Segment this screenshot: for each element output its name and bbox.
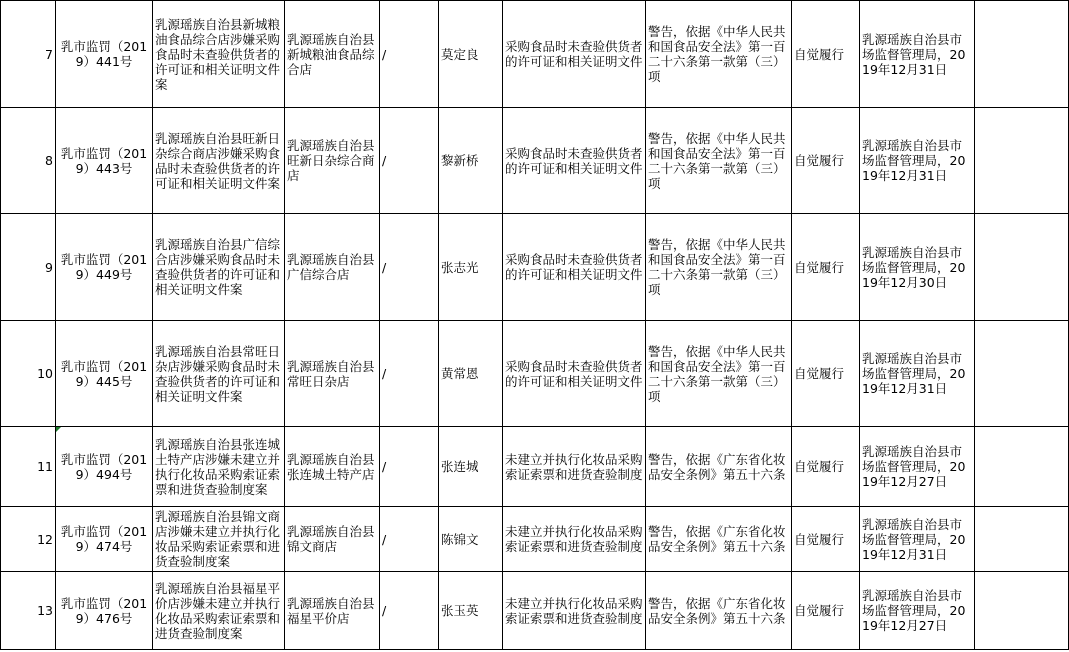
cell-method[interactable]: 自觉履行 xyxy=(792,214,860,321)
table-row xyxy=(1,1,1069,108)
table-row xyxy=(1,427,1069,507)
cell-no[interactable]: 7 xyxy=(1,1,56,108)
cell-person[interactable]: 黄常恩 xyxy=(439,321,503,427)
cell-penalty[interactable]: 警告，依据《广东省化妆品安全条例》第五十六条 xyxy=(646,572,792,650)
cell-doc[interactable]: 乳市监罚（2019）474号 xyxy=(56,507,153,572)
cell-method[interactable]: 自觉履行 xyxy=(792,427,860,507)
cell-penalty[interactable]: 警告，依据《中华人民共和国食品安全法》第一百二十六条第一款第（三）项 xyxy=(646,1,792,108)
cell-case[interactable]: 乳源瑶族自治县锦文商店涉嫌未建立并执行化妆品采购索证索票和进货查验制度案 xyxy=(153,507,285,572)
cell-code[interactable]: / xyxy=(380,427,439,507)
cell-no[interactable]: 9 xyxy=(1,214,56,321)
cell-authority[interactable]: 乳源瑶族自治县市场监督管理局，2019年12月31日 xyxy=(860,1,975,108)
cell-party[interactable]: 乳源瑶族自治县福星平价店 xyxy=(285,572,380,650)
cell-doc[interactable]: 乳市监罚（2019）494号 xyxy=(56,427,153,507)
cell-no[interactable]: 13 xyxy=(1,572,56,650)
cell-penalty[interactable]: 警告，依据《中华人民共和国食品安全法》第一百二十六条第一款第（三）项 xyxy=(646,108,792,214)
cell-violation[interactable]: 未建立并执行化妆品采购索证索票和进货查验制度 xyxy=(503,507,646,572)
cell-empty[interactable] xyxy=(975,214,1069,321)
cell-person[interactable]: 黎新桥 xyxy=(439,108,503,214)
cell-no[interactable]: 8 xyxy=(1,108,56,214)
cell-person[interactable]: 陈锦文 xyxy=(439,507,503,572)
cell-penalty[interactable]: 警告，依据《广东省化妆品安全条例》第五十六条 xyxy=(646,427,792,507)
cell-party[interactable]: 乳源瑶族自治县旺新日杂综合商店 xyxy=(285,108,380,214)
cell-party[interactable]: 乳源瑶族自治县广信综合店 xyxy=(285,214,380,321)
cell-party[interactable]: 乳源瑶族自治县锦文商店 xyxy=(285,507,380,572)
cell-code[interactable]: / xyxy=(380,214,439,321)
table-row xyxy=(1,507,1069,572)
cell-empty[interactable] xyxy=(975,572,1069,650)
cell-authority[interactable]: 乳源瑶族自治县市场监督管理局，2019年12月31日 xyxy=(860,108,975,214)
cell-code[interactable]: / xyxy=(380,1,439,108)
cell-method[interactable]: 自觉履行 xyxy=(792,572,860,650)
cell-authority[interactable]: 乳源瑶族自治县市场监督管理局，2019年12月31日 xyxy=(860,321,975,427)
cell-doc[interactable]: 乳市监罚（2019）476号 xyxy=(56,572,153,650)
cell-doc[interactable]: 乳市监罚（2019）443号 xyxy=(56,108,153,214)
cell-case[interactable]: 乳源瑶族自治县旺新日杂综合商店涉嫌采购食品时未查验供货者的许可证和相关证明文件案 xyxy=(153,108,285,214)
cell-case[interactable]: 乳源瑶族自治县广信综合店涉嫌采购食品时未查验供货者的许可证和相关证明文件案 xyxy=(153,214,285,321)
cell-no[interactable]: 12 xyxy=(1,507,56,572)
cell-violation[interactable]: 采购食品时未查验供货者的许可证和相关证明文件 xyxy=(503,108,646,214)
table-row xyxy=(1,214,1069,321)
cell-no[interactable]: 11 xyxy=(1,427,56,507)
cell-authority[interactable]: 乳源瑶族自治县市场监督管理局，2019年12月27日 xyxy=(860,427,975,507)
cell-authority[interactable]: 乳源瑶族自治县市场监督管理局，2019年12月30日 xyxy=(860,214,975,321)
cell-case[interactable]: 乳源瑶族自治县福星平价店涉嫌未建立并执行化妆品采购索证索票和进货查验制度案 xyxy=(153,572,285,650)
cell-method[interactable]: 自觉履行 xyxy=(792,1,860,108)
cell-violation[interactable]: 采购食品时未查验供货者的许可证和相关证明文件 xyxy=(503,1,646,108)
cell-no[interactable]: 10 xyxy=(1,321,56,427)
cell-empty[interactable] xyxy=(975,321,1069,427)
cell-penalty[interactable]: 警告，依据《中华人民共和国食品安全法》第一百二十六条第一款第（三）项 xyxy=(646,214,792,321)
cell-party[interactable]: 乳源瑶族自治县常旺日杂店 xyxy=(285,321,380,427)
cell-case[interactable]: 乳源瑶族自治县新城粮油食品综合店涉嫌采购食品时未查验供货者的许可证和相关证明文件案 xyxy=(153,1,285,108)
cell-empty[interactable] xyxy=(975,507,1069,572)
cell-doc[interactable]: 乳市监罚（2019）449号 xyxy=(56,214,153,321)
cell-doc[interactable]: 乳市监罚（2019）441号 xyxy=(56,1,153,108)
cell-method[interactable]: 自觉履行 xyxy=(792,108,860,214)
cell-code[interactable]: / xyxy=(380,572,439,650)
cell-case[interactable]: 乳源瑶族自治县张连城土特产店涉嫌未建立并执行化妆品采购索证索票和进货查验制度案 xyxy=(153,427,285,507)
table-body xyxy=(1,1,1069,650)
cell-code[interactable]: / xyxy=(380,108,439,214)
cell-violation[interactable]: 未建立并执行化妆品采购索证索票和进货查验制度 xyxy=(503,427,646,507)
cell-empty[interactable] xyxy=(975,108,1069,214)
table-row xyxy=(1,321,1069,427)
cell-code[interactable]: / xyxy=(380,507,439,572)
cell-code[interactable]: / xyxy=(380,321,439,427)
cell-empty[interactable] xyxy=(975,1,1069,108)
cell-case[interactable]: 乳源瑶族自治县常旺日杂店涉嫌采购食品时未查验供货者的许可证和相关证明文件案 xyxy=(153,321,285,427)
cell-method[interactable]: 自觉履行 xyxy=(792,321,860,427)
cell-person[interactable]: 张志光 xyxy=(439,214,503,321)
cell-penalty[interactable]: 警告，依据《广东省化妆品安全条例》第五十六条 xyxy=(646,507,792,572)
table-row xyxy=(1,572,1069,650)
table-row xyxy=(1,108,1069,214)
cell-empty[interactable] xyxy=(975,427,1069,507)
cell-person[interactable]: 张玉英 xyxy=(439,572,503,650)
cell-authority[interactable]: 乳源瑶族自治县市场监督管理局，2019年12月27日 xyxy=(860,572,975,650)
cell-person[interactable]: 莫定良 xyxy=(439,1,503,108)
cell-authority[interactable]: 乳源瑶族自治县市场监督管理局，2019年12月31日 xyxy=(860,507,975,572)
cell-comment-marker xyxy=(56,427,61,432)
cell-violation[interactable]: 未建立并执行化妆品采购索证索票和进货查验制度 xyxy=(503,572,646,650)
cell-doc[interactable]: 乳市监罚（2019）445号 xyxy=(56,321,153,427)
cell-penalty[interactable]: 警告，依据《中华人民共和国食品安全法》第一百二十六条第一款第（三）项 xyxy=(646,321,792,427)
cell-violation[interactable]: 采购食品时未查验供货者的许可证和相关证明文件 xyxy=(503,321,646,427)
cell-party[interactable]: 乳源瑶族自治县新城粮油食品综合店 xyxy=(285,1,380,108)
cell-person[interactable]: 张连城 xyxy=(439,427,503,507)
cell-violation[interactable]: 采购食品时未查验供货者的许可证和相关证明文件 xyxy=(503,214,646,321)
cell-method[interactable]: 自觉履行 xyxy=(792,507,860,572)
cell-party[interactable]: 乳源瑶族自治县张连城土特产店 xyxy=(285,427,380,507)
